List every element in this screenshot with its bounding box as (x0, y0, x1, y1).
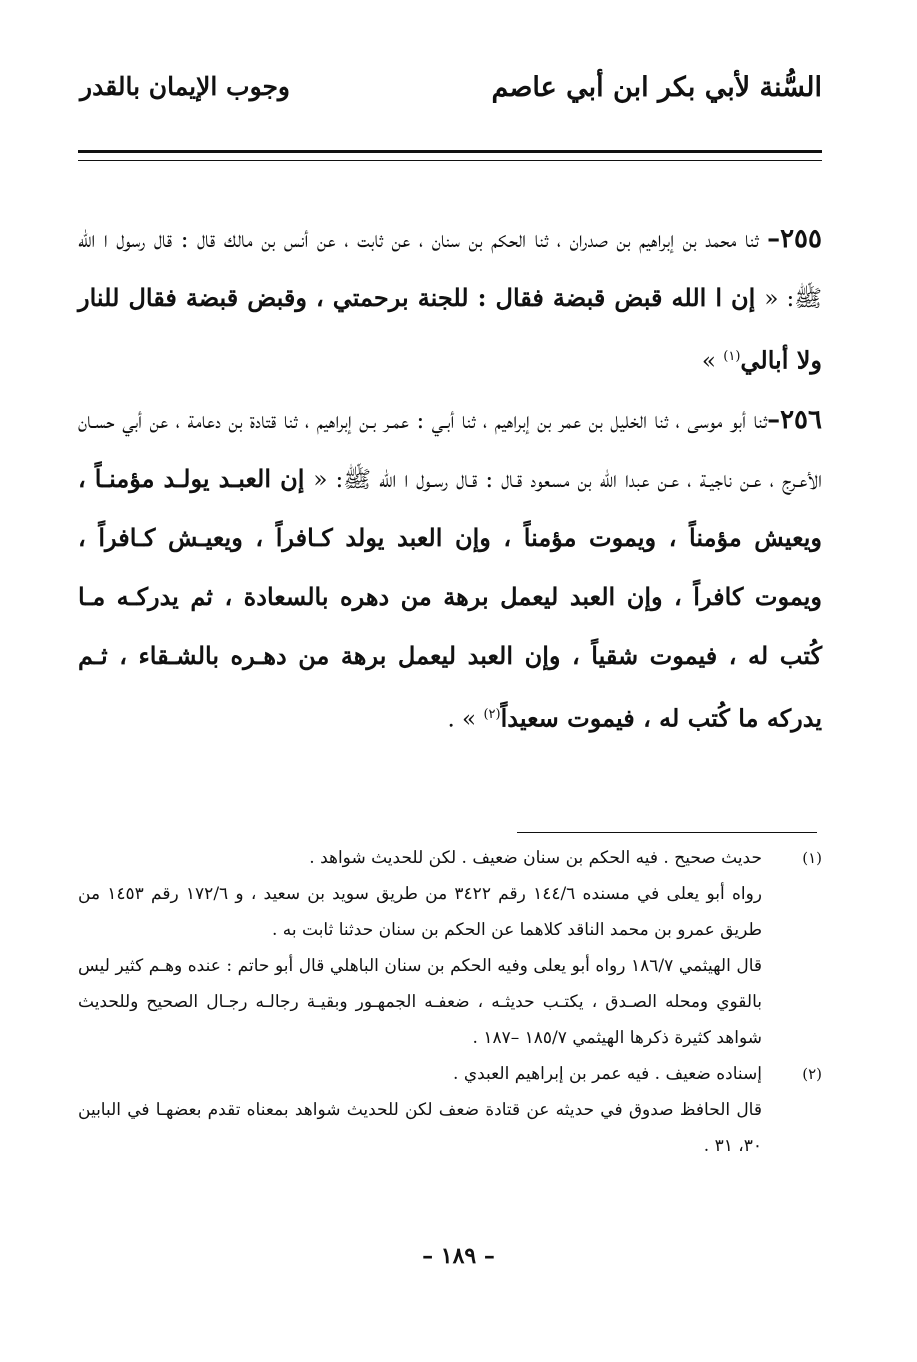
hadith-number: ٢٥٦– (767, 404, 822, 435)
page-number: – ١٨٩ – (422, 1243, 495, 1269)
main-text (78, 210, 822, 748)
book-title: السُّنة لأبي بكر ابن أبي عاصم (491, 72, 822, 103)
footnote-line: إسناده ضعيف . فيه عمر بن إبراهيم العبدي . (453, 1064, 762, 1084)
hadith-chain: ثنا محمد بن إبراهيم بن صدران ، ثنا الحكم بن سنان ، عن ثابت ، عن أنس بن مالك قال : قال رسول ا الله ﷺ: « (78, 227, 822, 312)
footnote-ref: (١) (723, 349, 741, 364)
quote-close: » . (447, 706, 484, 733)
footnote-separator (517, 832, 817, 833)
footnote-line: قال الحافظ صدوق في حديثه عن قتادة ضعف لكن للحديث شواهد بمعناه تقدم بعضهـا في البابين ٣٠، ٣١ . (78, 1100, 762, 1156)
footnotes (78, 840, 822, 1164)
header-rule-thin (78, 160, 822, 161)
running-header (80, 60, 822, 120)
footnote-2 (78, 1056, 822, 1164)
hadith-number: ٢٥٥– (767, 224, 822, 254)
footnote-mark: (٢) (802, 1065, 822, 1083)
hadith-255 (78, 210, 822, 391)
hadith-256 (78, 391, 822, 749)
hadith-text: إن العبـد يولـد مؤمنـاً ، ويعيش مؤمناً ، ويموت مؤمناً ، وإن العبد يولد كـافراً ، ويعيـش كـافراً ، ويموت كافراً ، وإن العبد ليعمل برهة من دهره بالسعادة ، ثم يدركـه مـا كُتب له ، فيموت شقياً ، وإن العبد ليعمل برهة من دهـره بالشـقاء ، ثـم يدركه ما كُتب له ، فيموت سعيداً (78, 463, 822, 733)
chapter-title: وجوب الإيمان بالقدر (80, 72, 291, 101)
quote-close: » (701, 348, 724, 375)
footnote-mark: (١) (802, 849, 822, 867)
footnote-ref: (٢) (483, 706, 501, 722)
footnote-1 (78, 840, 822, 1056)
hadith-text: إن ا الله قبض قبضة فقال : للجنة برحمتي ، وقبض قبضة فقال للنار ولا أبالي (78, 283, 822, 375)
footnote-line: حديث صحيح . فيه الحكم بن سنان ضعيف . لكن للحديث شواهد . (309, 848, 762, 868)
hadith-chain: ثنا أبو موسى ، ثنا الخليل بن عمر بن إبراهيم ، ثنا أبـي : عمـر بـن إبراهيم ، ثنا قتادة بن دعامة ، عن أبي حسـان الأعـرج ، عـن ناجيـة ، عـن عبدا الله بن مسعود قـال : قـال رسـول ا الله ﷺ: « (78, 407, 822, 493)
footnote-line: رواه أبو يعلى في مسنده ١٤٤/٦ رقم ٣٤٢٢ من طريق سويد بن سعيد ، و ١٧٢/٦ رقم ١٤٥٣ من طريق عمرو بن محمد الناقد كلاهما عن الحكم بن سنان حدثنا ثابت به . (78, 884, 763, 940)
header-rule-thick (78, 150, 822, 153)
footnote-line: قال الهيثمي ١٨٦/٧ رواه أبو يعلى وفيه الحكم بن سنان الباهلي قال أبو حاتم : عنده وهـم كثير ليس بالقوي ومحله الصـدق ، يكتـب حديثـه ، ضعفـه الجمهـور وبقيـة رجالـه رجـال الصحيح وللحديث شواهد كثيرة ذكرها الهيثمي ١٨٥/٧ –١٨٧ . (78, 956, 762, 1048)
